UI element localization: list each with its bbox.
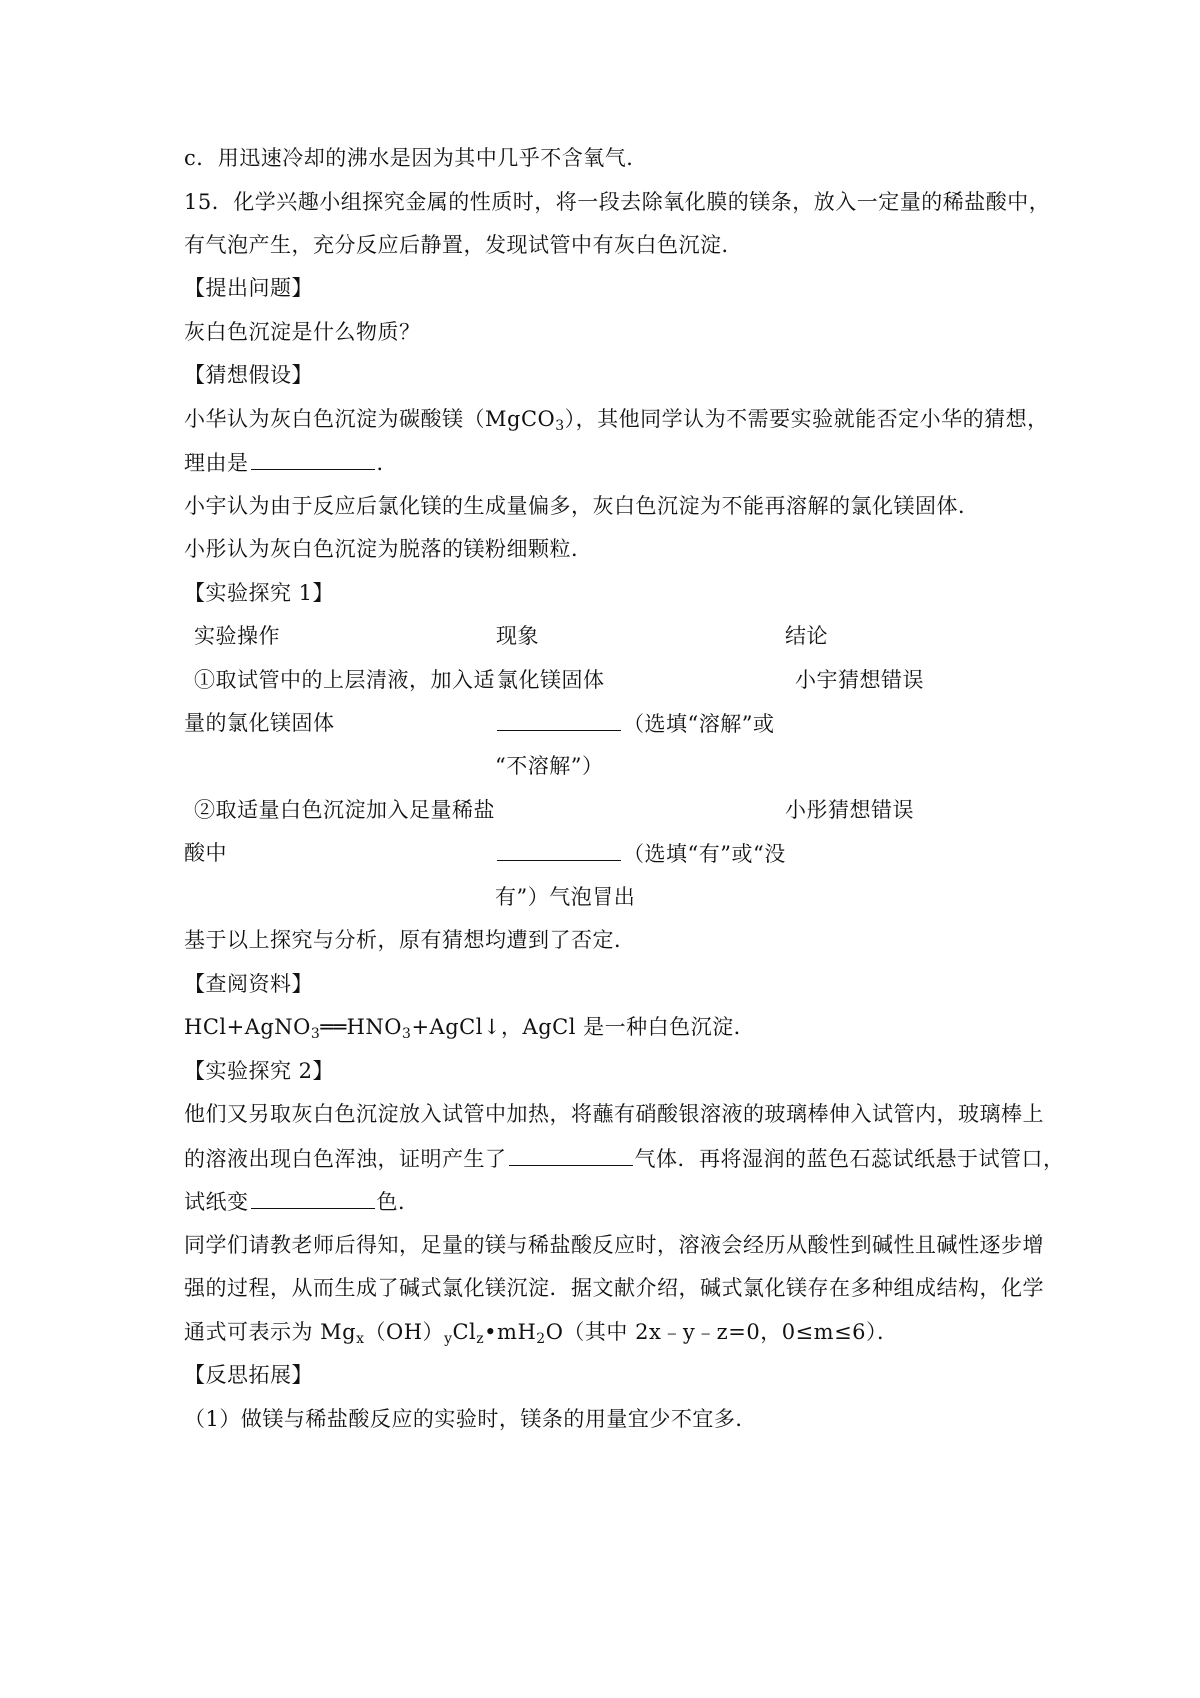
formula-sub-z: z (476, 1331, 485, 1347)
ref-eq-sub2: 3 (402, 1026, 412, 1042)
reference-equation (184, 1012, 755, 1042)
formula-c: Cl (452, 1320, 477, 1344)
formula-e: O（其中 2x﹣y﹣z=0，0≤m≤6）． (545, 1320, 899, 1344)
answer-blank-bubbles[interactable] (497, 838, 621, 861)
hyp1-text-b: ），其他同学认为不需要实验就能否定小华的猜想， (564, 407, 1049, 431)
ref-eq-a: HCl+AgNO (184, 1015, 311, 1039)
row2-operation-line2: 酸中 (184, 841, 227, 865)
hyp1-text-a: 小华认为灰白色沉淀为碳酸镁（MgCO (184, 407, 556, 431)
row1-operation-line1: ①取试管中的上层清液，加入适 (194, 668, 495, 692)
answer-blank-dissolve[interactable] (497, 708, 621, 731)
row1-operation-line2: 量的氯化镁固体 (184, 711, 335, 735)
formula-d: •mH (484, 1320, 537, 1344)
teacher-line2: 强的过程，从而生成了碱式氯化镁沉淀．据文献介绍，碱式氯化镁存在多种组成结构，化学 (184, 1276, 1044, 1300)
reason-period: ． (376, 451, 398, 475)
row2-choice-hint: （选填“有”或“没 (623, 842, 786, 866)
heading-hypothesis: 【猜想假设】 (184, 363, 313, 387)
heading-experiment-2: 【实验探究 2】 (184, 1059, 335, 1083)
q15-line1: 15．化学兴趣小组探究金属的性质时，将一段去除氧化膜的镁条，放入一定量的稀盐酸中， (184, 190, 1051, 214)
q15-line2: 有气泡产生，充分反应后静置，发现试管中有灰白色沉淀． (184, 233, 743, 257)
ref-eq-b: ══HNO (320, 1015, 403, 1039)
heading-experiment-1: 【实验探究 1】 (184, 581, 335, 605)
exp2-line3 (184, 1186, 420, 1217)
row1-conclusion: 小宇猜想错误 (795, 668, 924, 692)
ref-eq-c: +AgCl↓，AgCl 是一种白色沉淀． (411, 1015, 756, 1039)
option-c-text: c．用迅速冷却的沸水是因为其中几乎不含氧气． (184, 146, 648, 170)
row1-phenomenon-line3: “不溶解”） (495, 754, 604, 778)
formula-a: 通式可表示为 Mg (184, 1320, 357, 1344)
hypothesis-xiaotong: 小彤认为灰白色沉淀为脱落的镁粉细颗粒． (184, 537, 593, 561)
row2-phenomenon-line2 (495, 838, 786, 869)
heading-question: 【提出问题】 (184, 276, 313, 300)
exp2-line3-a: 试纸变 (184, 1190, 249, 1214)
row1-phenomenon-line2 (495, 708, 774, 739)
reflection-item-1: （1）做镁与稀盐酸反应的实验时，镁条的用量宜少不宜多． (184, 1407, 757, 1431)
question-text: 灰白色沉淀是什么物质？ (184, 320, 421, 344)
formula-sub-y: y (444, 1331, 453, 1347)
answer-blank-gas[interactable] (509, 1143, 633, 1166)
heading-reflection: 【反思拓展】 (184, 1363, 313, 1387)
formula-sub-x: x (356, 1331, 365, 1347)
row2-conclusion: 小彤猜想错误 (785, 798, 914, 822)
table-header-operation: 实验操作 (194, 624, 280, 648)
exp2-line1: 他们又另取灰白色沉淀放入试管中加热，将蘸有硝酸银溶液的玻璃棒伸入试管内，玻璃棒上 (184, 1102, 1044, 1126)
table-header-conclusion: 结论 (785, 624, 828, 648)
analysis-text: 基于以上探究与分析，原有猜想均遭到了否定． (184, 928, 636, 952)
answer-blank-reason[interactable] (251, 447, 375, 470)
general-formula (184, 1317, 899, 1347)
formula-b: （OH） (364, 1320, 445, 1344)
row2-operation-line1: ②取适量白色沉淀加入足量稀盐 (194, 798, 495, 822)
exp2-line2 (184, 1143, 1065, 1174)
exp2-line3-b: 色． (376, 1190, 420, 1214)
exp2-line2-a: 的溶液出现白色浑浊，证明产生了 (184, 1147, 507, 1171)
exp2-line2-b: 气体．再将湿润的蓝色石蕊试纸悬于试管口， (634, 1147, 1065, 1171)
reason-label: 理由是 (184, 451, 249, 475)
formula-sub-2: 2 (536, 1331, 546, 1347)
row2-phenomenon-line3: 有”）气泡冒出 (495, 885, 636, 909)
table-header-phenomenon: 现象 (496, 624, 539, 648)
row1-choice-hint: （选填“溶解”或 (623, 712, 775, 736)
hypothesis-xiaoyu: 小宇认为由于反应后氯化镁的生成量偏多，灰白色沉淀为不能再溶解的氯化镁固体． (184, 494, 980, 518)
hypothesis-xiaohua-line1 (184, 404, 1049, 434)
teacher-line1: 同学们请教老师后得知，足量的镁与稀盐酸反应时，溶液会经历从酸性到碱性且碱性逐步增 (184, 1233, 1044, 1257)
heading-reference: 【查阅资料】 (184, 972, 313, 996)
hyp1-subscript: 3 (555, 418, 565, 434)
hypothesis-xiaohua-line2 (184, 447, 398, 478)
answer-blank-color[interactable] (251, 1186, 375, 1209)
ref-eq-sub1: 3 (310, 1026, 321, 1042)
row1-phenomenon-line1: 氯化镁固体 (497, 668, 605, 692)
